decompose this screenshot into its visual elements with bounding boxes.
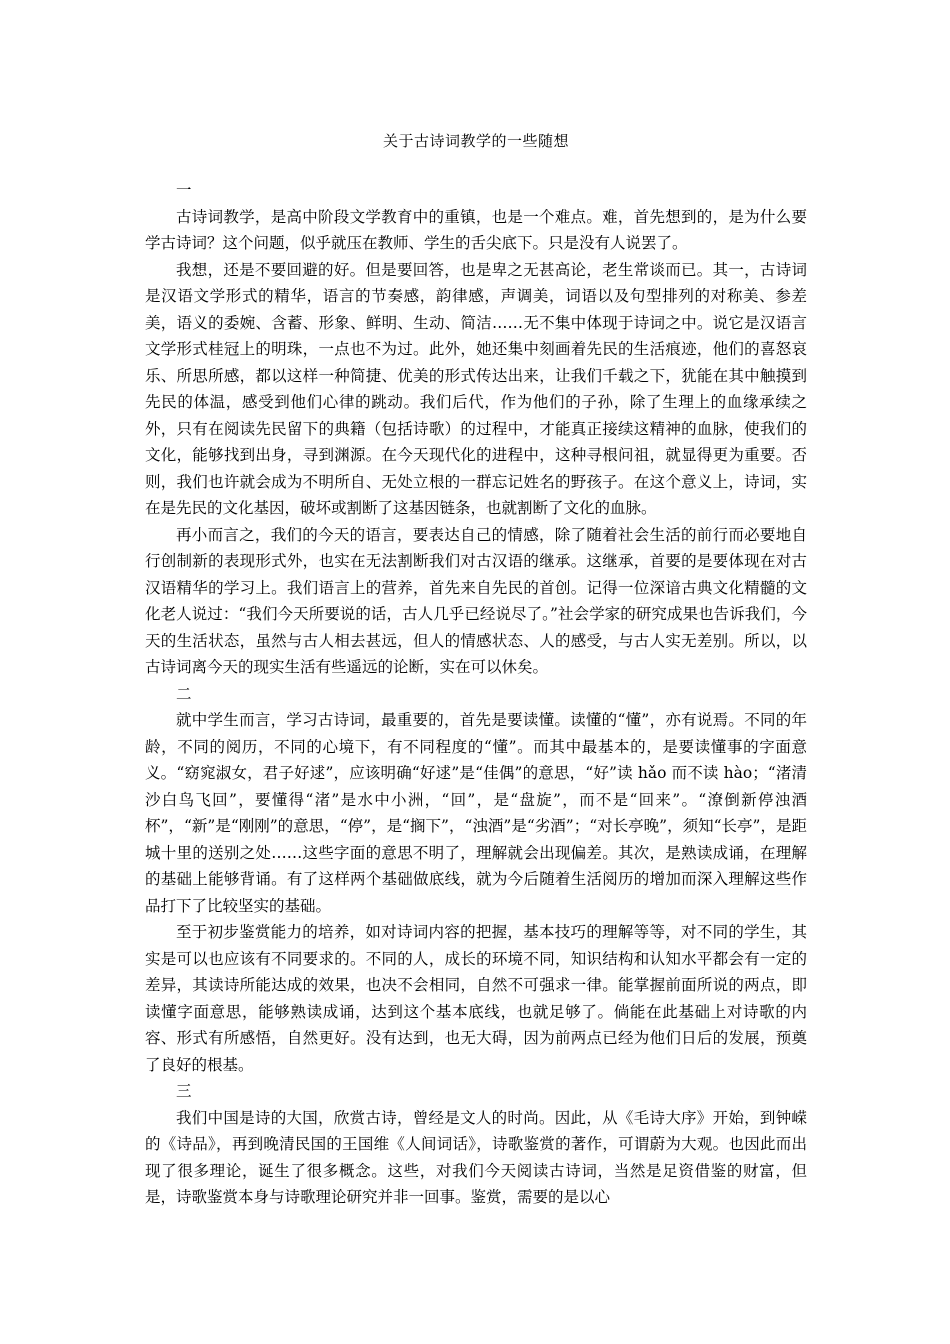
paragraph: 我们中国是诗的大国，欣赏古诗，曾经是文人的时尚。因此，从《毛诗大序》开始，到钟嵘的《诗品》，再到晚清民国的王国维《人间词话》，诗歌鉴赏的著作，可谓蔚为大观。也因此而出现了很多理论，诞生了很多概念。这些，对我们今天阅读古诗词，当然是足资借鉴的财富，但是，诗歌鉴赏本身与诗歌理论研究并非一回事。鉴赏，需要的是以心	[145, 1108, 807, 1206]
paragraph: 我想，还是不要回避的好。但是要回答，也是卑之无甚高论，老生常谈而已。其一，古诗词是汉语文学形式的精华，语言的节奏感，韵律感，声调美，词语以及句型排列的对称美、参差美，语义的委婉、含蓄、形象、鲜明、生动、简洁……无不集中体现于诗词之中。说它是汉语言文学形式桂冠上的明珠，一点也不为过。此外，她还集中刻画着先民的生活痕迹，他们的喜怒哀乐、所思所感，都以这样一种简捷、优美的形式传达出来，让我们千载之下，犹能在其中触摸到先民的体温，感受到他们心律的跳动。我们后代，作为他们的子孙，除了生理上的血缘承续之外，只有在阅读先民留下的典籍（包括诗歌）的过程中，才能真正接续这精神的血脉，使我们的文化，能够找到出身，寻到渊源。在今天现代化的进程中，这种寻根问祖，就显得更为重要。否则，我们也许就会成为不明所自、无处立根的一群忘记姓名的野孩子。在这个意义上，诗词，实在是先民的文化基因，破坏或割断了这基因链条，也就割断了文化的血脉。	[145, 260, 807, 517]
section-heading: 一	[176, 181, 192, 199]
section-heading: 三	[176, 1082, 192, 1100]
section-heading: 二	[176, 684, 192, 703]
paragraph: 至于初步鉴赏能力的培养，如对诗词内容的把握，基本技巧的理解等等，对不同的学生，其实是可以也应该有不同要求的。不同的人，成长的环境不同，知识结构和认知水平都会有一定的差异，其读诗所能达成的效果，也决不会相同，自然不可强求一律。能掌握前面所说的两点，即读懂字面意思，能够熟读成诵，达到这个基本底线，也就足够了。倘能在此基础上对诗歌的内容、形式有所感悟，自然更好。没有达到，也无大碍，因为前两点已经为他们日后的发展，预奠了良好的根基。	[145, 923, 807, 1074]
document-title: 关于古诗词教学的一些随想	[382, 132, 569, 150]
paragraph: 古诗词教学，是高中阶段文学教育中的重镇，也是一个难点。难，首先想到的，是为什么要学古诗词？这个问题，似乎就压在教师、学生的舌尖底下。只是没有人说罢了。	[145, 207, 807, 252]
paragraph: 就中学生而言，学习古诗词，最重要的，首先是要读懂。读懂的“懂”，亦有说焉。不同的年龄，不同的阅历，不同的心境下，有不同程度的“懂”。而其中最基本的，是要读懂事的字面意义。“窈窕淑女，君子好逑”，应该明确“好逑”是“佳偶”的意思，“好”读 hǎo 而不读 hào；“渚清沙白鸟飞回”，要懂得“渚”是水中小洲，“回”，是“盘旋”，而不是“回来”。“潦倒新停浊酒杯”，“新”是“刚刚”的意思，“停”，是“搁下”，“浊酒”是“劣酒”；“对长亭晚”，须知“长亭”，是距城十里的送别之处……这些字面的意思不明了，理解就会出现偏差。其次，是熟读成诵，在理解的基础上能够背诵。有了这样两个基础做底线，就为今后随着生活阅历的增加而深入理解这些作品打下了比较坚实的基础。	[145, 711, 807, 915]
document-body	[145, 177, 807, 1211]
paragraph: 再小而言之，我们的今天的语言，要表达自己的情感，除了随着社会生活的前行而必要地自行创制新的表现形式外，也实在无法割断我们对古汉语的继承。这继承，首要的是要体现在对古汉语精华的学习上。我们语言上的营养，首先来自先民的首创。记得一位深谙古典文化精髓的文化老人说过：“我们今天所要说的话，古人几乎已经说尽了。”社会学家的研究成果也告诉我们，今天的生活状态，虽然与古人相去甚远，但人的情感状态、人的感受，与古人实无差别。所以，以古诗词离今天的现实生活有些遥远的论断，实在可以休矣。	[145, 525, 807, 676]
